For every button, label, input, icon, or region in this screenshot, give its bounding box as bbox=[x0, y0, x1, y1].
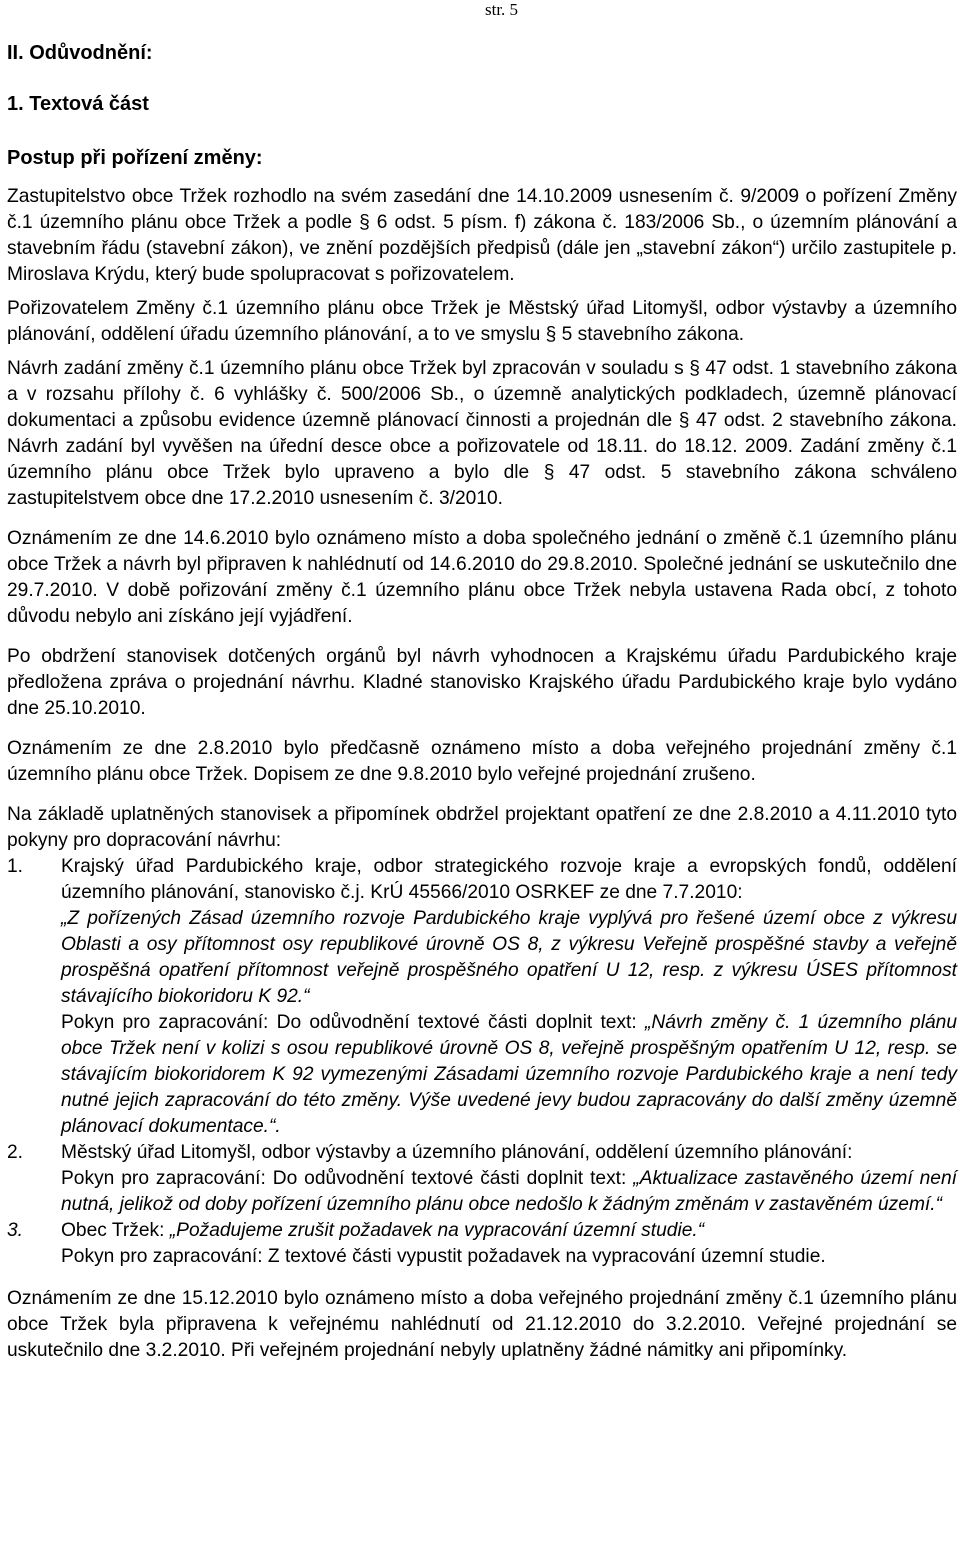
heading-postup: Postup při pořízení změny: bbox=[7, 147, 263, 169]
list-item-intro: Městský úřad Litomyšl, odbor výstavby a územního plánování, oddělení územního plánování: bbox=[61, 1142, 853, 1163]
list-item-intro bbox=[61, 1218, 957, 1244]
paragraph-navrh-zadani: Návrh zadání změny č.1 územního plánu obce Tržek byl zpracován v souladu s § 47 odst. 1 stavebního zákona a v rozsahu přílohy č. 6 vyhlášky č. 500/2006 Sb., o územně analytických podkladech, územně plánovací dokumentaci a způsobu evidence územně plánovací činnosti a projednán dle § 47 odst. 2 stavebního zákona. Návrh zadání byl vyvěšen na úřední desce obce a pořizovatele od 18.11. do 18.12. 2009. Zadání změny č.1 územního plánu obce Tržek bylo upraveno a bylo dle § 47 odst. 5 stavebního zákona schváleno zastupitelstvem obce dne 17.2.2010 usnesením č. 3/2010. bbox=[7, 358, 957, 509]
pokyn-text: „Návrh změny č. 1 územního plánu obce Tržek není v kolizi s osou republikové úrovně OS 8, veřejně prospěšným opatřením U 12, resp. se stávajícím biokoridorem K 92 vymezenými Zásadami územního rozvoje Pardubického kraje a není tedy nutné jejich zapracování do této změny. Výše uvedené jevy budou zapracovány do další změny územně plánovací dokumentace.“. bbox=[61, 1012, 958, 1137]
paragraph-oznameni-3: Oznámením ze dne 15.12.2010 bylo oznámeno místo a doba veřejného projednání změny č.1 územního plánu obce Tržek byla připravena k veřejnému nahlédnutí od 21.12.2010 do 3.2.2010. Veřejné projednání se uskutečnilo dne 3.2.2010. Při veřejném projednání nebyly uplatněny žádné námitky ani připomínky. bbox=[7, 1288, 957, 1361]
paragraph-oznameni-2: Oznámením ze dne 2.8.2010 bylo předčasně oznámeno místo a doba veřejného projednání změny č.1 územního plánu obce Tržek. Dopisem ze dne 9.8.2010 bylo veřejné projednání zrušeno. bbox=[7, 738, 957, 785]
list-item-pokyn: Pokyn pro zapracování: Z textové části vypustit požadavek na vypracování územní studie. bbox=[61, 1246, 826, 1267]
list-item-intro-quote: „Požadujeme zrušit požadavek na vypracování územní studie.“ bbox=[169, 1220, 705, 1241]
paragraph-zastupitelstvo: Zastupitelstvo obce Tržek rozhodlo na svém zasedání dne 14.10.2009 usnesením č. 9/2009 o pořízení Změny č.1 územního plánu obce Tržek a podle § 6 odst. 5 písm. f) zákona č. 183/2006 Sb., o územním plánování a stavebním řádu (stavební zákon), ve znění pozdějších předpisů (dále jen „stavební zákon“) určilo zastupitele p. Miroslava Krýdu, který bude spolupracovat s pořizovatelem. bbox=[7, 186, 957, 285]
list-item-quote: „Z pořízených Zásad územního rozvoje Pardubického kraje vyplývá pro řešené území obce z výkresu Oblasti a osy přítomnost osy republikové úrovně OS 8, z výkresu Veřejně prospěšné stavby a veřejně prospěšná opatření přítomnost veřejně prospěšného opatření U 12, resp. z výkresu ÚSES přítomnost stávajícího biokoridoru K 92.“ bbox=[61, 908, 957, 1007]
paragraph-pokyny-intro: Na základě uplatněných stanovisek a připomínek obdržel projektant opatření ze dne 2.8.2010 a 4.11.2010 tyto pokyny pro dopracování návrhu: bbox=[7, 804, 957, 851]
list-number: 2. bbox=[7, 1142, 24, 1163]
list-item-intro-label: Obec Tržek: bbox=[61, 1220, 170, 1241]
list-item bbox=[7, 854, 957, 1140]
paragraph-oznameni-1: Oznámením ze dne 14.6.2010 bylo oznámeno místo a doba společného jednání o změně č.1 územního plánu obce Tržek a návrh byl připraven k nahlédnutí od 14.6.2010 do 29.8.2010. Společné jednání se uskutečnilo dne 29.7.2010. V době pořizování změny č.1 územního plánu obce Tržek nebyla ustavena Rada obcí, z tohoto důvodu nebylo ani získáno její vyjádření. bbox=[7, 528, 957, 627]
list-item-pokyn bbox=[61, 1010, 957, 1140]
heading-oduvodneni: II. Odůvodnění: bbox=[7, 42, 153, 64]
list-item bbox=[7, 1140, 957, 1218]
heading-textova-cast: 1. Textová část bbox=[7, 93, 149, 115]
page-number: str. 5 bbox=[485, 0, 519, 19]
pokyn-label: Pokyn pro zapracování: Do odůvodnění textové části doplnit text: bbox=[61, 1168, 634, 1189]
list-item-pokyn bbox=[61, 1166, 957, 1218]
pokyn-text: „Aktualizace zastavěného území není nutná, jelikož od doby pořízení územního plánu obce nedošlo k žádným změnám v zastavěném území.“ bbox=[61, 1168, 957, 1215]
pokyny-list bbox=[7, 854, 957, 1270]
pokyn-label: Pokyn pro zapracování: Do odůvodnění textové části doplnit text: bbox=[61, 1012, 645, 1033]
list-number: 3. bbox=[7, 1220, 24, 1241]
list-number: 1. bbox=[7, 856, 24, 877]
paragraph-porizovatel: Pořizovatelem Změny č.1 územního plánu obce Tržek je Městský úřad Litomyšl, odbor výstavby a územního plánování, oddělení úřadu územního plánování, a to ve smyslu § 5 stavebního zákona. bbox=[7, 298, 957, 345]
list-item-intro: Krajský úřad Pardubického kraje, odbor strategického rozvoje kraje a evropských fondů, oddělení územního plánování, stanovisko č.j. KrÚ 45566/2010 OSRKEF ze dne 7.7.2010: bbox=[61, 856, 957, 903]
list-item bbox=[7, 1218, 957, 1270]
paragraph-stanoviska: Po obdržení stanovisek dotčených orgánů byl návrh vyhodnocen a Krajskému úřadu Pardubického kraje předložena zpráva o projednání návrhu. Kladné stanovisko Krajského úřadu Pardubického kraje bylo vydáno dne 25.10.2010. bbox=[7, 646, 957, 719]
document-body bbox=[7, 184, 957, 1364]
